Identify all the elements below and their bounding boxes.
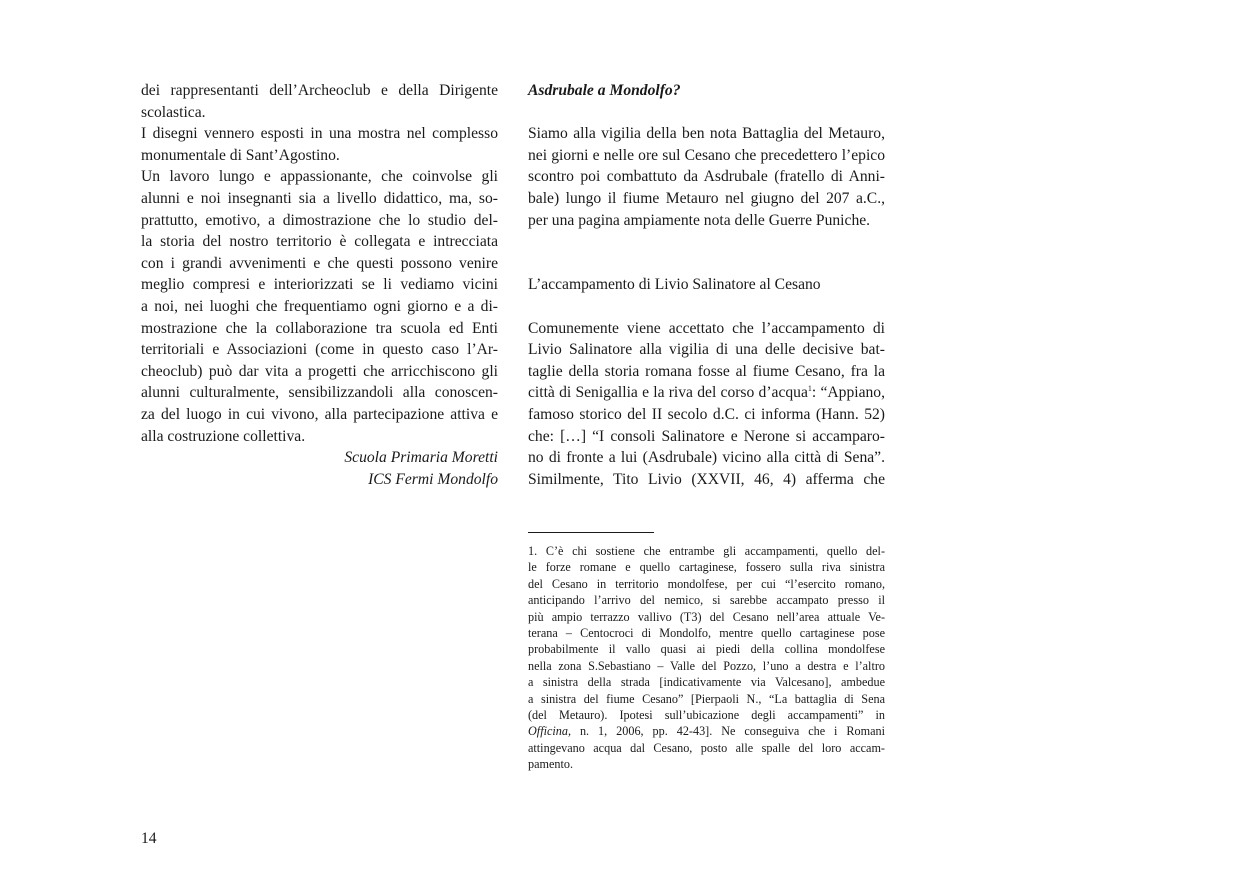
body-text-line: Siamo alla vigilia della ben nota Battaglia del Metauro, — [528, 125, 885, 143]
body-text-line: cheoclub) può dar vita a progetti che arricchiscono gli — [141, 362, 498, 380]
body-text-line: la storia del nostro territorio è collegata e intrecciata — [141, 233, 498, 251]
footnote-line: 1. C’è chi sostiene che entrambe gli accampamenti, quello del- — [528, 544, 885, 558]
body-text-line: alunni e noi insegnanti sia a livello didattico, ma, so- — [141, 189, 498, 207]
footnote-line: attingevano acqua dal Cesano, posto alle spalle del loro accam- — [528, 740, 885, 755]
footnote-line: nella zona S.Sebastiano – Valle del Pozzo, l’uno a destra e l’altro — [528, 658, 885, 673]
page-number: 14 — [141, 830, 157, 847]
body-text-line: Similmente, Tito Livio (XXVII, 46, 4) afferma che — [528, 470, 885, 488]
body-text-line: per una pagina ampiamente nota delle Guerre Puniche. — [528, 211, 871, 229]
body-text-line: territoriali e Associazioni (come in questo caso l’Ar- — [141, 341, 498, 359]
body-text-line: mostrazione che la collaborazione tra scuola ed Enti — [141, 319, 498, 337]
body-text-line: famoso storico del II secolo d.C. ci informa (Hann. 52) — [528, 405, 885, 423]
right-column — [528, 80, 885, 490]
journal-title: Officina, — [528, 724, 571, 739]
footnote-line: anticipando l’arrivo del nemico, si sarebbe accampato presso il — [528, 593, 885, 608]
body-text-line: meglio compresi e interiorizzati se li vediamo vicini — [141, 276, 498, 294]
body-text-line: bale) lungo il fiume Metauro nel giugno del 207 a.C., — [528, 189, 885, 207]
body-text-line: no di fronte a lui (Asdrubale) vicino alla città di Sena”. — [528, 449, 885, 467]
text-segment: città di Senigallia e la riva del corso d’acqua — [528, 384, 808, 402]
section-heading: Asdrubale a Mondolfo? — [528, 82, 681, 99]
text-segment: : “Appiano, — [811, 384, 885, 402]
footnote-line: terana – Centocroci di Mondolfo, mentre quello cartaginese pose — [528, 625, 885, 640]
body-text-line: za del luogo in cui vivono, alla partecipazione attiva e — [141, 405, 498, 423]
body-text-line: che: […] “I consoli Salinatore e Nerone si accamparo- — [528, 427, 885, 445]
footnote-ref: 1 — [807, 384, 812, 394]
body-text-line: dei rappresentanti dell’Archeoclub e della Dirigente — [141, 82, 498, 99]
text-segment: n. 1, 2006, pp. 42-43]. Ne conseguiva che i Romani — [571, 724, 885, 739]
body-text-line: a noi, nei luoghi che frequentiamo ogni giorno e a di- — [141, 297, 498, 315]
body-text-line: alunni culturalmente, sensibilizzandoli alla conoscen- — [141, 384, 498, 402]
body-text-line: nei giorni e nelle ore sul Cesano che precedettero l’epico — [528, 146, 885, 164]
body-text-line: Comunemente viene accettato che l’accampamento di — [528, 319, 885, 337]
footnote-line: del Cesano in territorio mondolfese, per cui “l’esercito romano, — [528, 576, 885, 591]
signature-institute: ICS Fermi Mondolfo — [368, 470, 498, 488]
body-text-line — [528, 382, 885, 404]
footnote-line: (del Metauro). Ipotesi sull’ubicazione degli accampamenti” in — [528, 707, 885, 722]
body-text-line: con i grandi avvenimenti e che questi possono venire — [141, 254, 498, 272]
left-column — [141, 80, 498, 490]
footnote — [528, 543, 885, 772]
body-text-line: monumentale di Sant’Agostino. — [141, 146, 340, 164]
body-text-line: I disegni vennero esposti in una mostra nel complesso — [141, 125, 498, 143]
body-text-line: taglie della storia romana fosse al fiume Cesano, fra la — [528, 362, 885, 380]
signature-school: Scuola Primaria Moretti — [344, 449, 498, 467]
footnote-divider — [528, 532, 654, 533]
body-text-line: Un lavoro lungo e appassionante, che coinvolse gli — [141, 168, 498, 186]
body-text-line: Livio Salinatore alla vigilia di una delle decisive bat- — [528, 341, 885, 359]
section-subheading: L’accampamento di Livio Salinatore al Cesano — [528, 276, 821, 294]
footnote-line — [528, 723, 885, 739]
footnote-line: pamento. — [528, 757, 574, 772]
body-text-line: alla costruzione collettiva. — [141, 427, 306, 445]
footnote-line: probabilmente il vallo quasi ai piedi della collina mondolfese — [528, 642, 885, 657]
footnote-line: più ampio terrazzo vallivo (T3) del Cesano nell’area attuale Ve- — [528, 609, 885, 624]
body-text-line: prattutto, emotivo, a dimostrazione che lo studio del- — [141, 211, 498, 229]
body-text-line: scontro poi combattuto da Asdrubale (fratello di Anni- — [528, 168, 885, 186]
footnote-line: le forze romane e quello cartaginese, fossero sulla riva sinistra — [528, 560, 885, 575]
body-text-line: scolastica. — [141, 103, 206, 121]
footnote-line: a sinistra della strada [indicativamente via Valcesano], ambedue — [528, 675, 885, 690]
footnote-line: a sinistra del fiume Cesano” [Pierpaoli N., “La battaglia di Sena — [528, 691, 885, 706]
